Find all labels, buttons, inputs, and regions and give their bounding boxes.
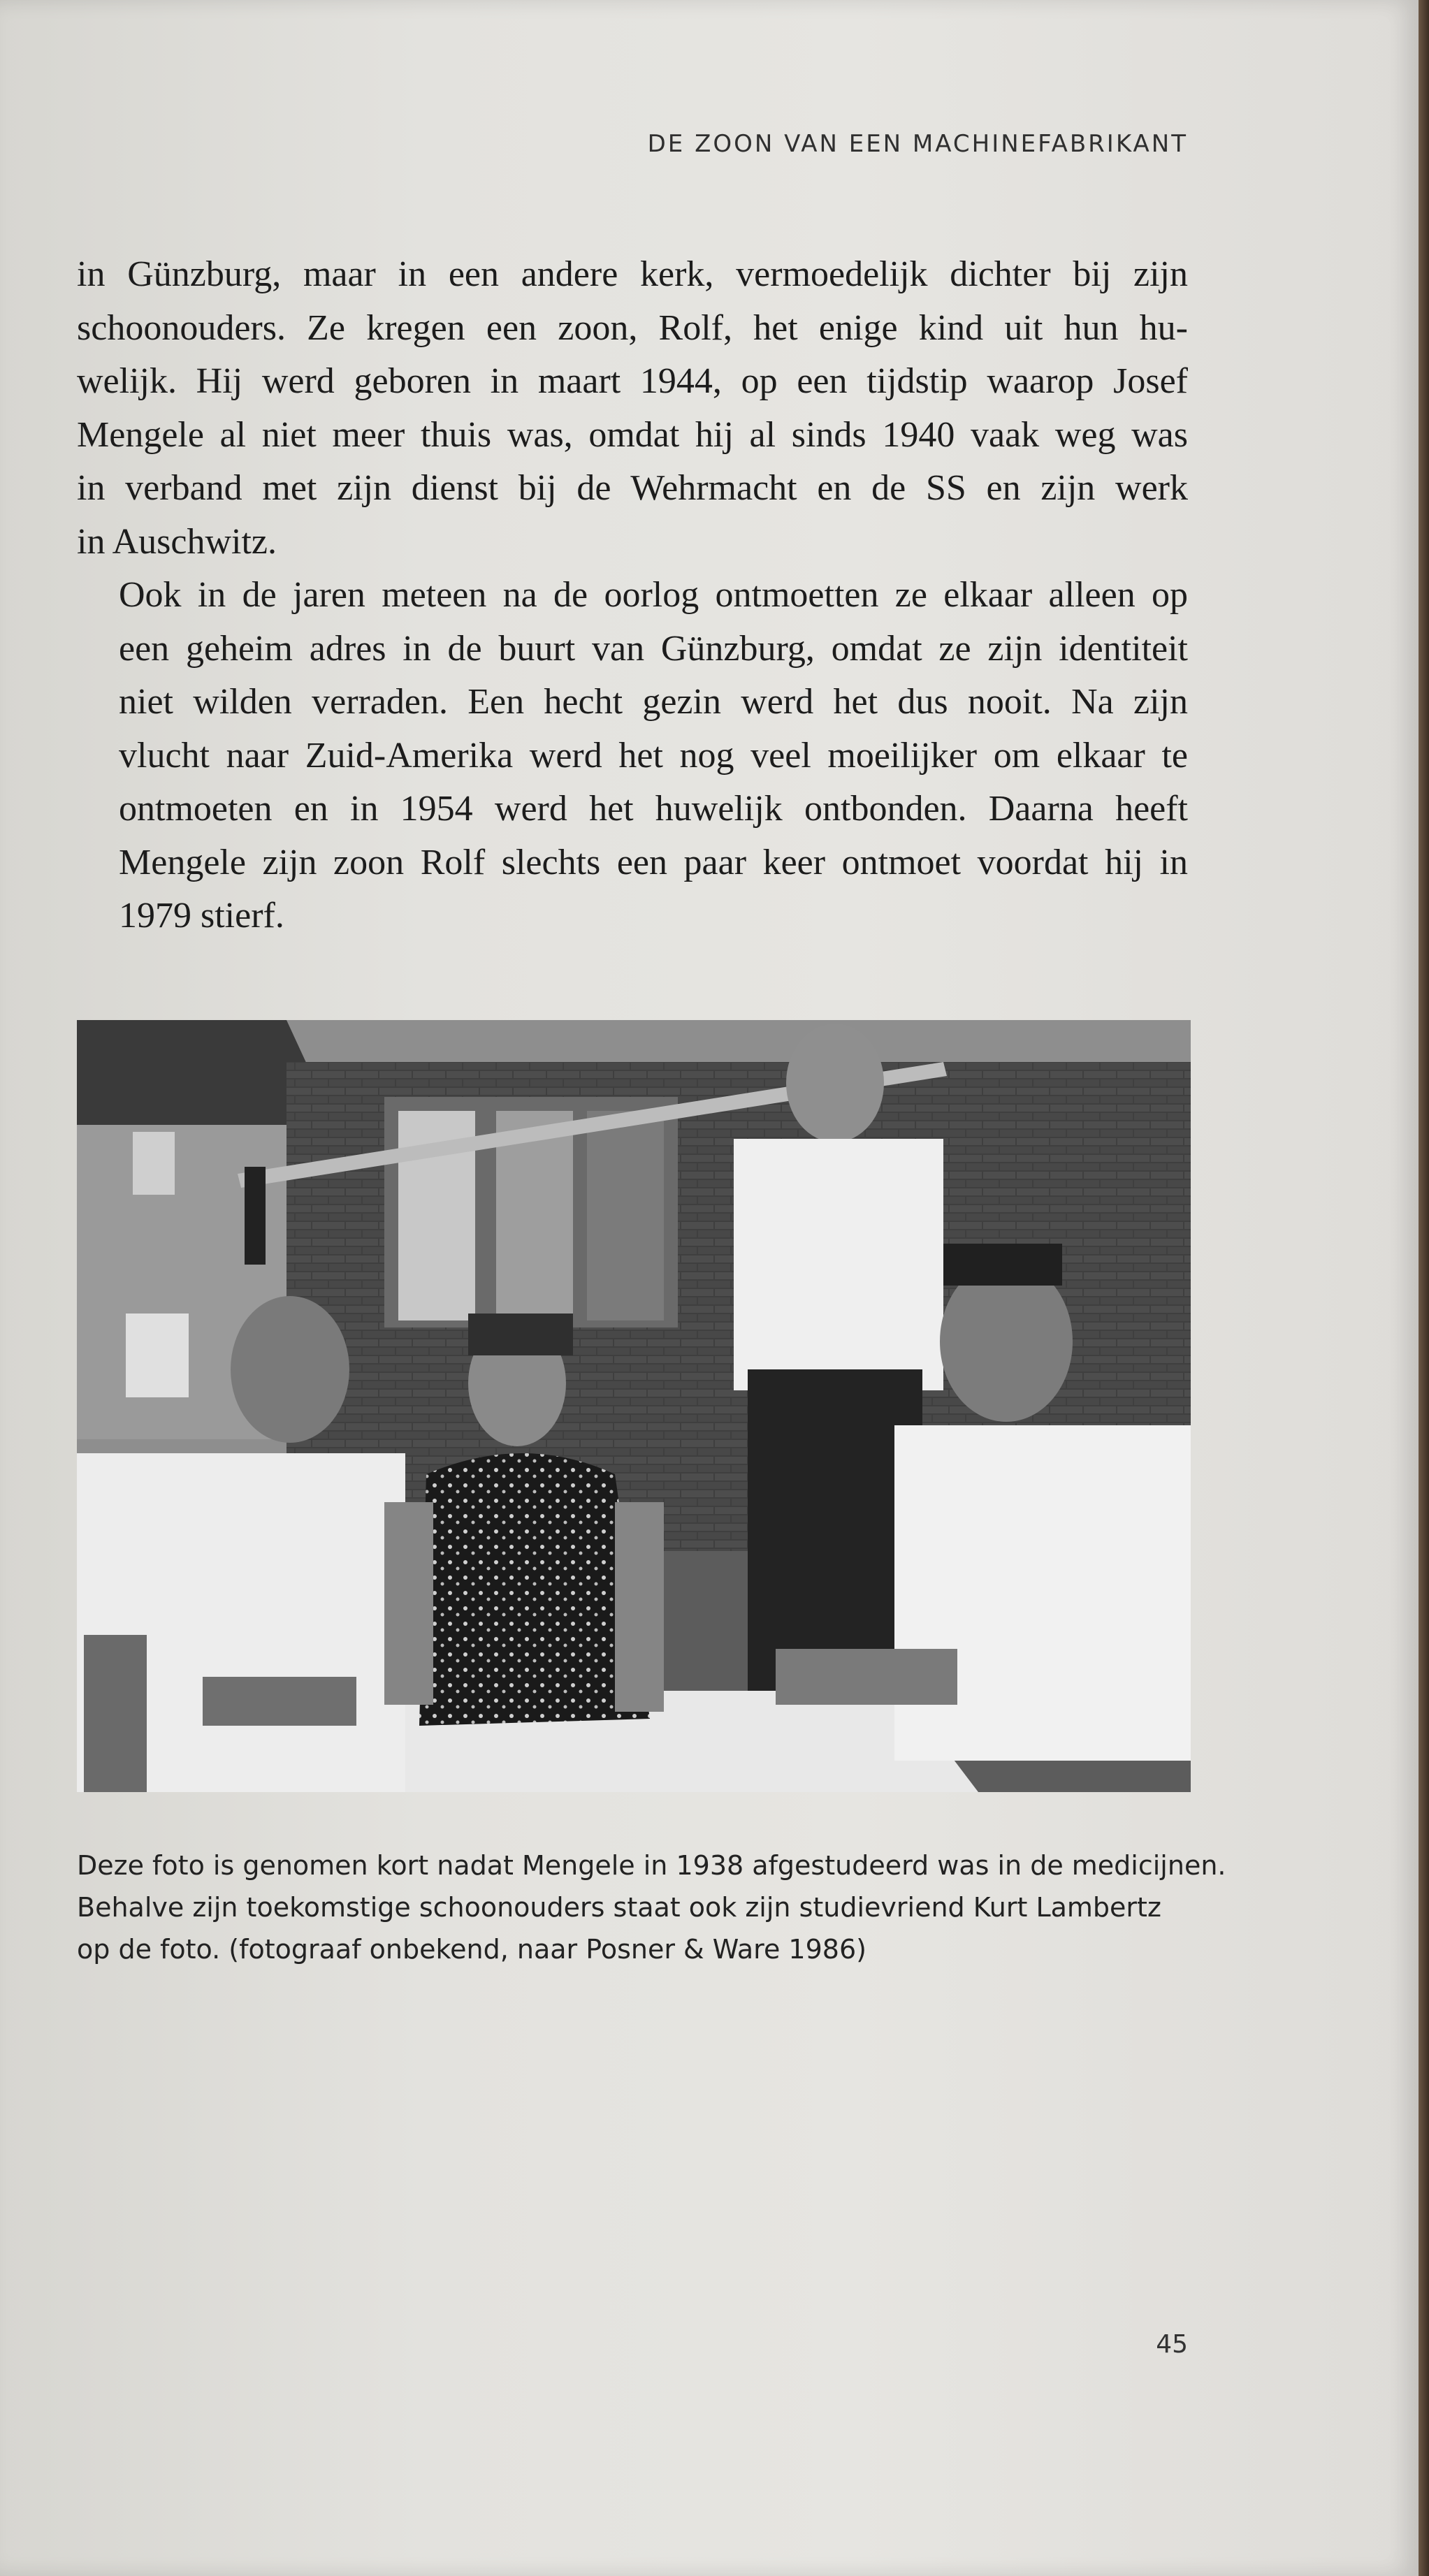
historical-photo [77,1020,1191,1792]
text-line: welijk. Hij werd geboren in maart 1944, op een tijdstip waarop Josef [77,361,1188,401]
photo-caption [77,1844,1226,1970]
caption-line: Behalve zijn toekomstige schoonouders staat ook zijn studievriend Kurt Lambertz [77,1892,1161,1923]
body-text [77,248,1188,943]
text-line: niet wilden verraden. Een hecht gezin werd het dus nooit. Na zijn [119,682,1188,722]
text-line: schoonouders. Ze kregen een zoon, Rolf, het enige kind uit hun hu- [77,307,1188,348]
text-line: een geheim adres in de buurt van Günzburg, omdat ze zijn identiteit [119,628,1188,669]
text-line: Ook in de jaren meteen na de oorlog ontmoetten ze elkaar alleen op [119,575,1188,615]
paragraph-1 [77,248,1188,569]
text-line: ontmoeten en in 1954 werd het huwelijk ontbonden. Daarna heeft [119,789,1188,829]
page-number: 45 [1156,2330,1188,2359]
text-line: Mengele zijn zoon Rolf slechts een paar keer ontmoet voordat hij in [119,842,1188,882]
text-line: vlucht naar Zuid-Amerika werd het nog veel moeilijker om elkaar te [119,735,1188,776]
running-head: DE ZOON VAN EEN MACHINEFABRIKANT [647,130,1188,158]
text-line: in Günzburg, maar in een andere kerk, vermoedelijk dichter bij zijn [77,254,1188,294]
caption-line: op de foto. (fotograaf onbekend, naar Posner & Ware 1986) [77,1934,866,1965]
paragraph-2 [77,569,1188,943]
text-line: in verband met zijn dienst bij de Wehrmacht en de SS en zijn werk [77,468,1188,508]
book-edge [1419,0,1429,2576]
text-line: Mengele al niet meer thuis was, omdat hij al sinds 1940 vaak weg was [77,414,1188,455]
text-line: in Auschwitz. [77,521,277,562]
text-line: 1979 stierf. [119,896,284,936]
caption-line: Deze foto is genomen kort nadat Mengele in 1938 afgestudeerd was in de medicijnen. [77,1850,1226,1881]
